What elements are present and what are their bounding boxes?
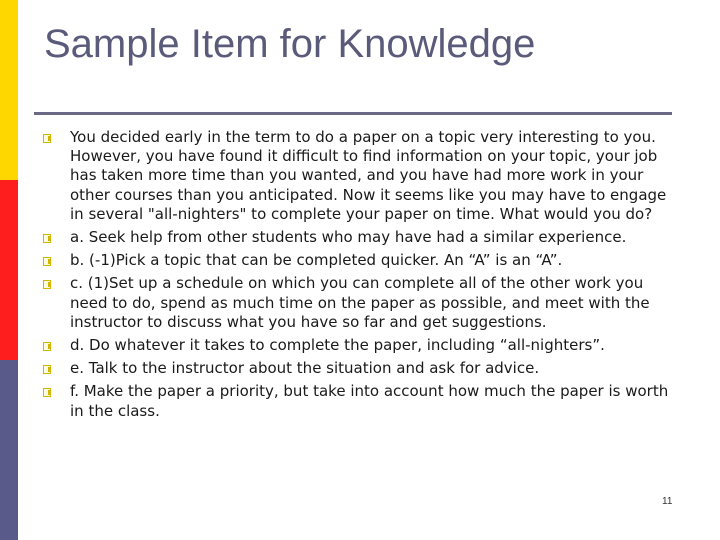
item-text: You decided early in the term to do a paper on a topic very interesting to you. However, you have found it difficult to find information on your topic, your job has taken more time than you wanted, and you have had more work in your other courses than you anticipated. Now it seems like you may have to engage in several "all-nighters" to complete your paper on time. What would you do?: [70, 128, 667, 223]
accent-bar-yellow: [0, 0, 18, 180]
list-item: [40, 228, 676, 247]
list-item: [40, 274, 676, 332]
square-bullet-icon: [43, 365, 51, 374]
list-item: [40, 359, 676, 378]
bullet-list: [40, 128, 676, 425]
item-text: f. Make the paper a priority, but take into account how much the paper is worth in the class.: [70, 382, 669, 420]
list-item: [40, 128, 676, 224]
item-text: c. (1)Set up a schedule on which you can complete all of the other work you need to do, spend as much time on the paper as possible, and meet with the instructor to discuss what you have so far and get suggestions.: [70, 274, 650, 331]
square-bullet-icon: [43, 388, 51, 397]
slide-title: Sample Item for Knowledge: [44, 22, 536, 66]
square-bullet-icon: [43, 134, 51, 143]
item-text: d. Do whatever it takes to complete the paper, including “all-nighters”.: [70, 336, 605, 355]
accent-bar-blue: [0, 360, 18, 540]
square-bullet-icon: [43, 234, 51, 243]
list-item: [40, 336, 676, 355]
square-bullet-icon: [43, 342, 51, 351]
list-item: [40, 382, 676, 420]
item-text: b. (-1)Pick a topic that can be completed quicker. An “A” is an “A”.: [70, 251, 563, 270]
list-item: [40, 251, 676, 270]
title-divider: [34, 112, 672, 115]
accent-bar-red: [0, 180, 18, 360]
page-number: 11: [662, 496, 673, 507]
square-bullet-icon: [43, 280, 51, 289]
item-text: a. Seek help from other students who may have had a similar experience.: [70, 228, 627, 247]
square-bullet-icon: [43, 257, 51, 266]
item-text: e. Talk to the instructor about the situation and ask for advice.: [70, 359, 540, 378]
